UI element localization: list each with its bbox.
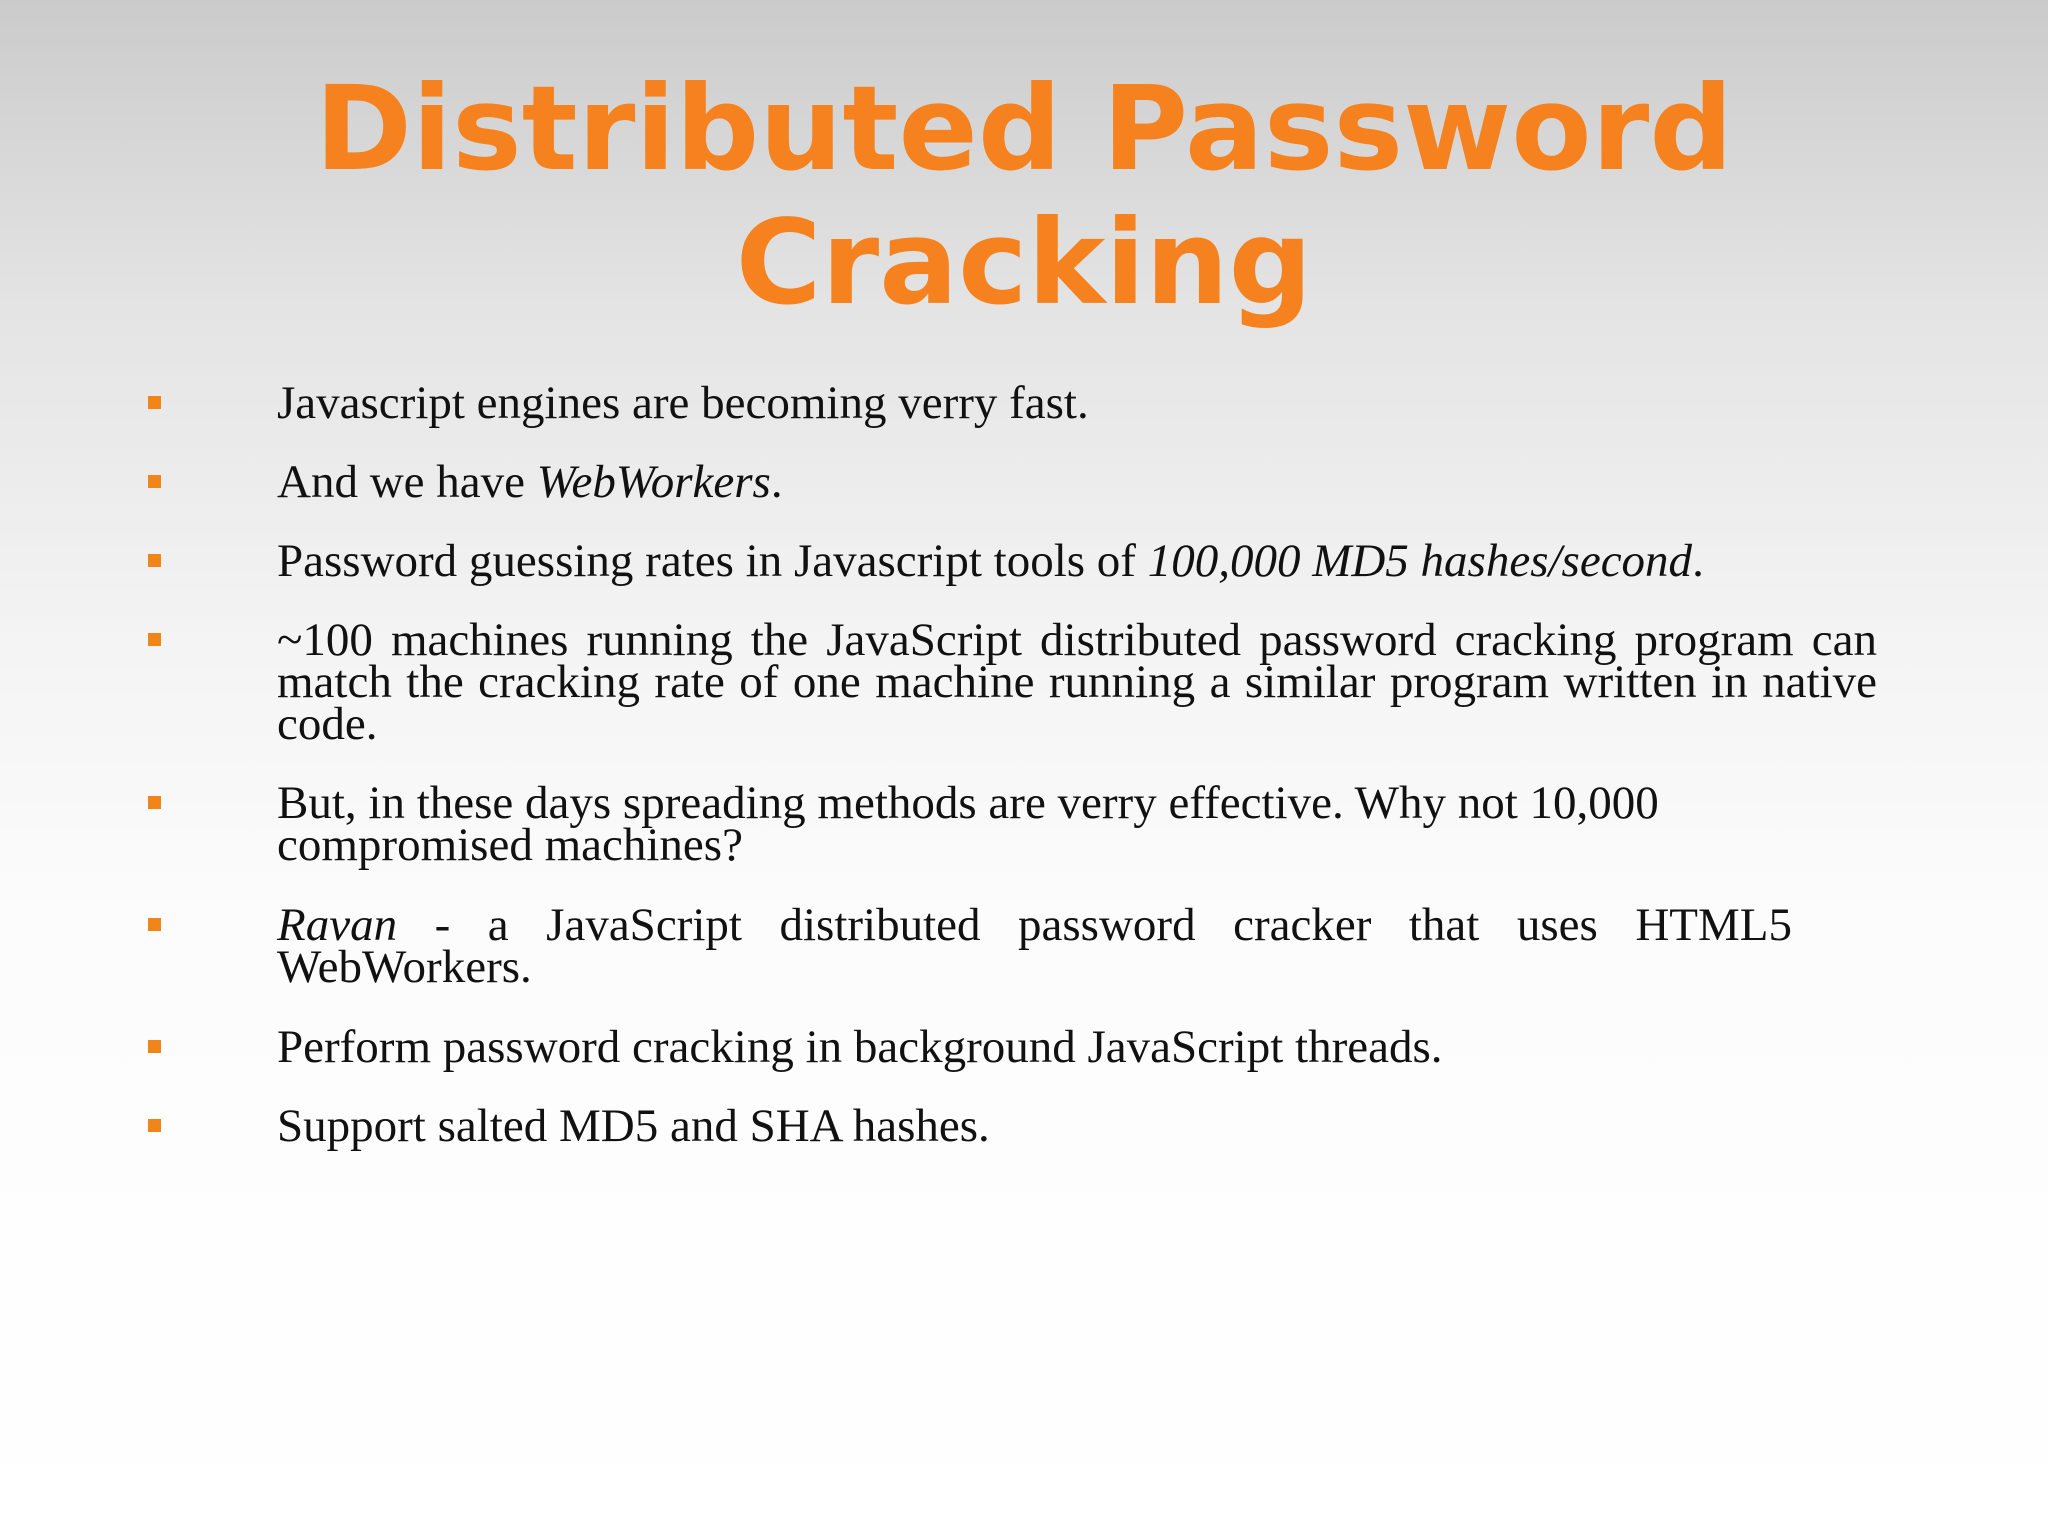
bullet-text: But, in these days spreading methods are verry effective. Why not 10,000 compromised machines? [277, 777, 1659, 871]
bullet-text-suffix: . [770, 456, 783, 508]
bullet-square-icon [148, 396, 161, 409]
bullet-text [277, 456, 1897, 508]
bullet-text: Support salted MD5 and SHA hashes. [277, 1100, 990, 1152]
bullet-text: Javascript engines are becoming verry fast. [277, 377, 1089, 429]
bullet-square-icon [148, 633, 161, 646]
bullet-text-emphasis: WebWorkers [536, 456, 771, 508]
bullet-text-emphasis: Ravan [277, 899, 398, 951]
bullet-square-icon [148, 796, 161, 809]
slide-title-line-2: Cracking [735, 194, 1313, 331]
bullet-square-icon [148, 1119, 161, 1132]
slide-title-line-1: Distributed Password [314, 60, 1734, 197]
bullet-text [277, 535, 1977, 587]
bullet-text-emphasis: 100,000 MD5 hashes/second [1147, 535, 1693, 587]
bullet-text [277, 899, 1792, 993]
bullet-text: ~100 machines running the JavaScript distributed password cracking program can match the cracking rate of one machine running a similar program written in native code. [277, 614, 1877, 750]
bullet-text: Perform password cracking in background JavaScript threads. [277, 1021, 1443, 1073]
bullet-text-prefix: And we have [277, 456, 537, 508]
bullet-square-icon [148, 1040, 161, 1053]
bullet-text-prefix: Password guessing rates in Javascript tools of [277, 535, 1148, 587]
bullet-square-icon [148, 918, 161, 931]
bullet-square-icon [148, 475, 161, 488]
bullet-square-icon [148, 554, 161, 567]
bullet-text-suffix: . [1692, 535, 1704, 587]
bullet-text-suffix: - a JavaScript distributed password cracker that uses HTML5 WebWorkers. [277, 899, 1792, 993]
